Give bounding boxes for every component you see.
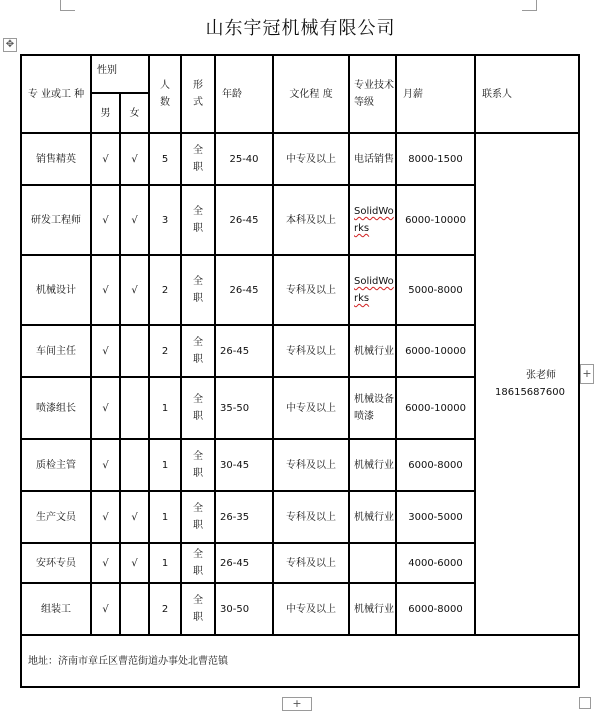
cell-age: 26-45	[215, 325, 273, 377]
cell-education: 专科及以上	[273, 543, 349, 583]
cell-salary: 5000-8000	[396, 255, 475, 325]
cell-age: 26-45	[215, 185, 273, 255]
cell-form: 全职	[181, 491, 215, 543]
cell-age: 26-45	[215, 255, 273, 325]
cell-skill: 机械行业	[349, 325, 396, 377]
cell-female	[120, 439, 149, 491]
cell-male: √	[91, 185, 120, 255]
address-footer: 地址：济南市章丘区曹范街道办事处北曹范镇	[21, 635, 579, 687]
cell-education: 专科及以上	[273, 439, 349, 491]
cell-education: 中专及以上	[273, 133, 349, 185]
cell-skill: SolidWorks	[349, 255, 396, 325]
cell-skill: 机械行业	[349, 439, 396, 491]
contact-name: 张老师	[526, 370, 556, 381]
cell-salary: 6000-10000	[396, 377, 475, 439]
cell-female: √	[120, 255, 149, 325]
table-row	[21, 133, 579, 185]
cell-male: √	[91, 325, 120, 377]
cell-female: √	[120, 543, 149, 583]
cell-major: 生产文员	[21, 491, 91, 543]
cell-form: 全职	[181, 583, 215, 635]
cell-female	[120, 377, 149, 439]
cell-male: √	[91, 377, 120, 439]
cell-male: √	[91, 543, 120, 583]
cell-skill: 电话销售	[349, 133, 396, 185]
cell-salary: 3000-5000	[396, 491, 475, 543]
cell-count: 1	[149, 439, 181, 491]
header-major: 专 业或工 种	[21, 55, 91, 133]
contact-phone: 18615687600	[495, 387, 565, 398]
cell-major: 质检主管	[21, 439, 91, 491]
header-male: 男	[91, 93, 120, 133]
cell-female	[120, 325, 149, 377]
cell-male: √	[91, 255, 120, 325]
cell-form: 全职	[181, 133, 215, 185]
cell-education: 专科及以上	[273, 491, 349, 543]
page-corner-mark-right	[522, 0, 537, 11]
cell-form: 全职	[181, 543, 215, 583]
add-column-icon[interactable]: +	[580, 364, 594, 384]
cell-salary: 6000-8000	[396, 439, 475, 491]
cell-age: 25-40	[215, 133, 273, 185]
header-skill: 专业技术等级	[349, 55, 396, 133]
cell-female	[120, 583, 149, 635]
cell-count: 3	[149, 185, 181, 255]
header-salary: 月薪	[396, 55, 475, 133]
header-form: 形式	[181, 55, 215, 133]
cell-count: 1	[149, 491, 181, 543]
cell-skill: 机械行业	[349, 491, 396, 543]
cell-count: 2	[149, 325, 181, 377]
page-corner-mark-left	[60, 0, 75, 11]
cell-major: 机械设计	[21, 255, 91, 325]
cell-salary: 6000-8000	[396, 583, 475, 635]
cell-count: 2	[149, 255, 181, 325]
cell-salary: 4000-6000	[396, 543, 475, 583]
cell-form: 全职	[181, 377, 215, 439]
cell-education: 专科及以上	[273, 325, 349, 377]
document-title: 山东宇冠机械有限公司	[205, 18, 396, 39]
cell-major: 组装工	[21, 583, 91, 635]
cell-skill: 机械设备喷漆	[349, 377, 396, 439]
contact-cell	[475, 133, 579, 635]
recruitment-table	[20, 54, 580, 688]
cell-age: 30-45	[215, 439, 273, 491]
cell-major: 销售精英	[21, 133, 91, 185]
cell-male: √	[91, 439, 120, 491]
cell-count: 1	[149, 543, 181, 583]
cell-age: 26-45	[215, 543, 273, 583]
cell-education: 专科及以上	[273, 255, 349, 325]
cell-salary: 6000-10000	[396, 325, 475, 377]
header-count: 人数	[149, 55, 181, 133]
cell-salary: 8000-1500	[396, 133, 475, 185]
cell-count: 1	[149, 377, 181, 439]
cell-skill: 机械行业	[349, 583, 396, 635]
cell-major: 研发工程师	[21, 185, 91, 255]
cell-form: 全职	[181, 325, 215, 377]
cell-male: √	[91, 133, 120, 185]
add-row-icon[interactable]: +	[282, 697, 312, 711]
cell-count: 2	[149, 583, 181, 635]
header-age: 年龄	[215, 55, 273, 133]
cell-salary: 6000-10000	[396, 185, 475, 255]
cell-female: √	[120, 491, 149, 543]
cell-skill	[349, 543, 396, 583]
cell-count: 5	[149, 133, 181, 185]
cell-form: 全职	[181, 255, 215, 325]
cell-form: 全职	[181, 439, 215, 491]
cell-major: 喷漆组长	[21, 377, 91, 439]
header-female: 女	[120, 93, 149, 133]
cell-education: 中专及以上	[273, 377, 349, 439]
header-gender: 性别	[91, 55, 149, 93]
cell-major: 车间主任	[21, 325, 91, 377]
cell-age: 26-35	[215, 491, 273, 543]
cell-education: 本科及以上	[273, 185, 349, 255]
cell-male: √	[91, 491, 120, 543]
cell-form: 全职	[181, 185, 215, 255]
cell-major: 安环专员	[21, 543, 91, 583]
table-resize-icon[interactable]	[579, 697, 591, 709]
header-education: 文化程 度	[273, 55, 349, 133]
cell-age: 30-50	[215, 583, 273, 635]
header-contact: 联系人	[475, 55, 579, 133]
cell-skill: SolidWorks	[349, 185, 396, 255]
cell-male: √	[91, 583, 120, 635]
cell-female: √	[120, 133, 149, 185]
cell-female: √	[120, 185, 149, 255]
cell-age: 35-50	[215, 377, 273, 439]
table-move-handle-icon[interactable]: ✥	[3, 38, 17, 52]
cell-education: 中专及以上	[273, 583, 349, 635]
